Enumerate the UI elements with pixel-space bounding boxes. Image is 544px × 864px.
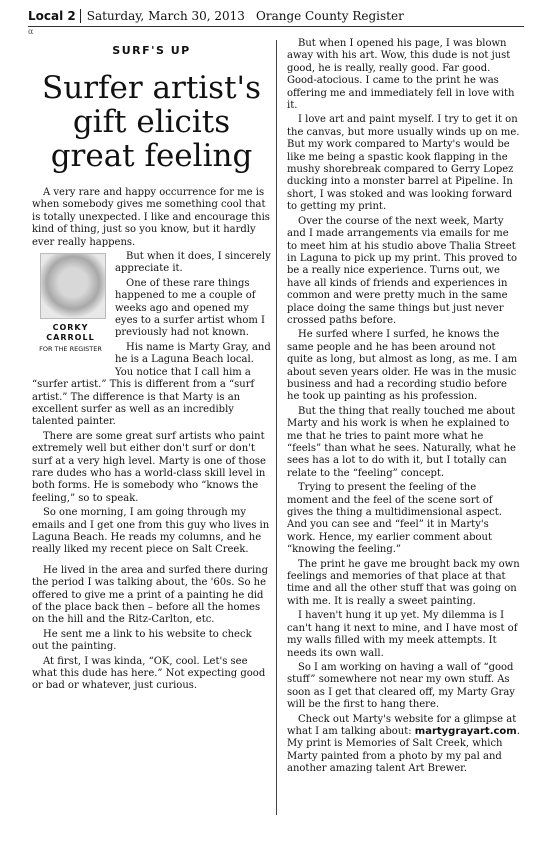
paragraph: At first, I was kinda, “OK, cool. Let's see what this dude has here.” Not expecting good or bad or whatever, just curious.	[32, 655, 266, 692]
paragraph: So one morning, I am going through my emails and I get one from this guy who lives in Laguna Beach. He reads my columns, and he really liked my recent piece on Salt Creek.	[32, 507, 270, 556]
columnist-headshot-photo	[40, 253, 106, 319]
headline	[32, 71, 271, 173]
paragraph: I haven't hung it up yet. My dilemma is I can't hang it next to mine, and I have most of my walls filled with my meek attempts. It needs its own wall.	[287, 610, 518, 659]
section-label: Local 2	[28, 9, 76, 23]
left-column	[32, 44, 271, 695]
author-last-name: CARROLL	[46, 333, 95, 343]
kicker: SURF'S UP	[112, 44, 191, 57]
newspaper-name: Orange County Register	[256, 9, 404, 23]
left-body	[32, 187, 271, 693]
paragraph: There are some great surf artists who paint extremely well but either don't surf or don't surf at a very high level. Marty is one of those rare dudes who has a world-class skill level in both forms. He is somebody who “knows the feeling,” so to speak.	[32, 430, 266, 504]
paragraph: He surfed where I surfed, he knows the same people and he has been around not quite as long, but almost as long, as me. I am about seven years older. He was in the music business and had a recording studio before he took up painting as his profession.	[287, 329, 518, 403]
paragraph: So I am working on having a wall of “good stuff” somewhere not near my own stuff. As soon as I get that cleared off, my Marty Gray will be the first to hang there.	[287, 661, 515, 711]
right-body	[287, 38, 520, 776]
corner-mark-icon: α	[28, 27, 34, 36]
paragraph-text: Check out Marty's website for a glimpse at what I am talking about:	[287, 713, 517, 737]
headline-line: great feeling	[50, 138, 253, 174]
website-link[interactable]: martygrayart.com	[414, 725, 517, 737]
paragraph: But when it does, I sincerely appreciate it.	[115, 251, 271, 275]
byline-box	[32, 253, 109, 375]
header-rule	[28, 26, 524, 27]
headline-line: gift elicits	[72, 104, 231, 140]
paragraph: Over the course of the next week, Marty and I made arrangements via emails for me to meet him at his studio above Thalia Street in Laguna to pick up my print. This proved to be a really nice experience. Turns out, we have all kinds of friends and experiences in common and were pretty much in the same place doing the same things but just never crossed paths before.	[287, 215, 518, 326]
paragraph: The print he gave me brought back my own feelings and memories of that place at that time and all the other stuff that was going on with me. It is really a sweet painting.	[287, 558, 520, 607]
paragraph: A very rare and happy occurrence for me is when somebody gives me something cool that is totally unexpected. I like and encourage this kind of thing, just so you know, but it hardly ever really happens.	[32, 187, 270, 248]
paragraph: But when I opened his page, I was blown away with his art. Wow, this dude is not just good, he is really, really good. Far good. Good-atocious. I came to the print he was offering me and immediately fell in love with it.	[287, 38, 515, 112]
paragraph: He lived in the area and surfed there during the period I was talking about, the '60s. So he offered to give me a print of a painting he did of the place back then – before all the homes on the hill and the Ritz-Carlton, etc.	[32, 564, 268, 626]
paragraph: His name is Marty Gray, and he is a Laguna Beach local. You notice that I call him a “surfer artist.” This is different from a “surf artist.” The difference is that Marty is an excellent surfer as well as an incredibly talented painter.	[32, 341, 271, 428]
paragraph: One of these rare things happened to me a couple of weeks ago and opened my eyes to a surfer artist whom I previously had not known.	[115, 277, 266, 339]
paragraph: He sent me a link to his website to check out the painting.	[32, 628, 252, 653]
paragraph	[287, 714, 520, 776]
author-affiliation: FOR THE REGISTER	[39, 345, 102, 354]
column-divider	[276, 40, 277, 815]
paragraph: I love art and paint myself. I try to get it on the canvas, but more usually winds up on me. But my work compared to Marty's would be like me being a spastic kook flapping in the mushy shorebreak compared to Gerry Lopez ducking into a monster barrel at Pipeline. In short, I was stoked and was looking forward to getting my print.	[287, 114, 520, 213]
paragraph: Trying to present the feeling of the moment and the feel of the scene sort of gives the thing a multidimensional aspect. And you can see and “feel” it in Marty's work. Hence, my earlier comment about “knowing the feeling.”	[287, 482, 502, 556]
issue-date: Saturday, March 30, 2013	[80, 9, 245, 23]
closing-text: . My print is Memories of Salt Creek, which Marty painted from a photo by my pal and another amazing talent Art Brewer.	[287, 725, 520, 775]
paragraph: But the thing that really touched me about Marty and his work is when he explained to me that he tries to paint more what he “feels” than what he sees. Naturally, what he sees has a lot to do with it, but I totally can relate to the “feeling” concept.	[287, 405, 516, 479]
byline	[32, 323, 109, 353]
author-first-name: CORKY	[52, 323, 89, 333]
right-column	[287, 38, 520, 778]
headline-line: Surfer artist's	[42, 70, 261, 106]
